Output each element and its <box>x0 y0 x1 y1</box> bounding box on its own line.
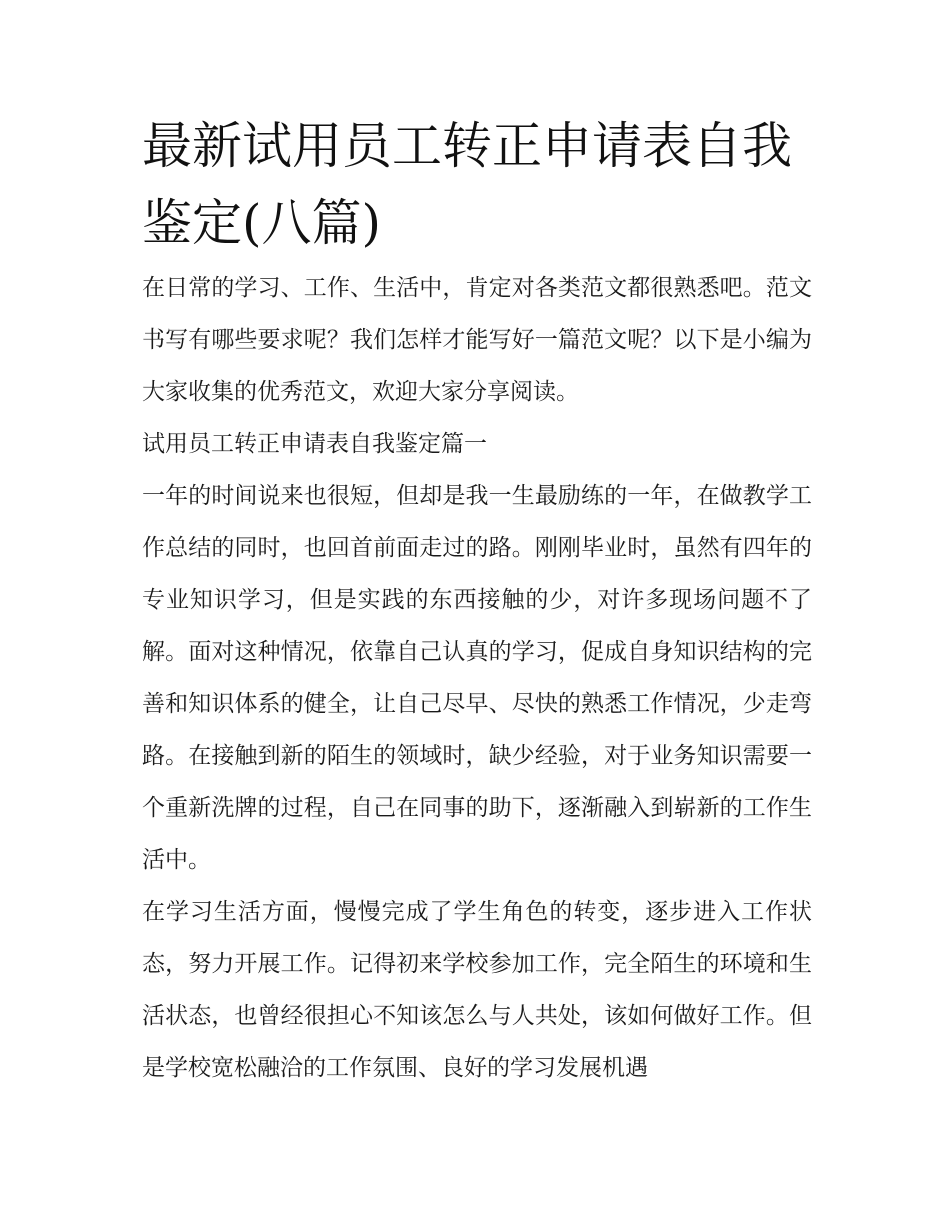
section-heading: 试用员工转正申请表自我鉴定篇一 <box>142 431 487 457</box>
document-body <box>142 108 812 1094</box>
intro-paragraph: 在日常的学习、工作、生活中，肯定对各类范文都很熟悉吧。范文书写有哪些要求呢？我们怎样才能写好一篇范文呢？以下是小编为大家收集的优秀范文，欢迎大家分享阅读。 <box>142 275 812 405</box>
body-paragraph-2: 在学习生活方面，慢慢完成了学生角色的转变，逐步进入工作状态，努力开展工作。记得初来学校参加工作，完全陌生的环境和生活状态，也曾经很担心不知该怎么与人共处，该如何做好工作。但是学校宽松融洽的工作氛围、良好的学习发展机遇 <box>142 899 812 1081</box>
document-title: 最新试用员工转正申请表自我鉴定(八篇) <box>142 117 792 252</box>
body-paragraph-1: 一年的时间说来也很短，但却是我一生最励练的一年，在做教学工作总结的同时，也回首前面走过的路。刚刚毕业时，虽然有四年的专业知识学习，但是实践的东西接触的少，对许多现场问题不了解。面对这种情况，依靠自己认真的学习，促成自身知识结构的完善和知识体系的健全，让自己尽早、尽快的熟悉工作情况，少走弯路。在接触到新的陌生的领域时，缺少经验，对于业务知识需要一个重新洗牌的过程，自己在同事的助下，逐渐融入到崭新的工作生活中。 <box>142 483 812 873</box>
